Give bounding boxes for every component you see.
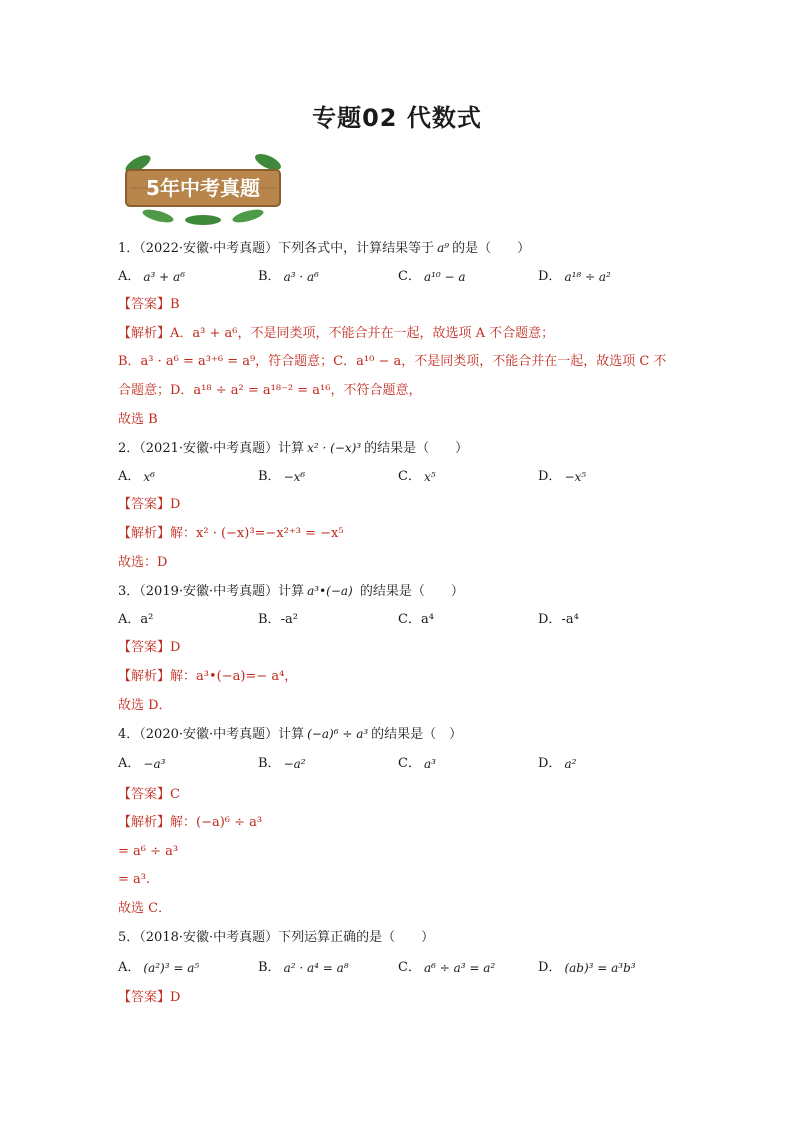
- analysis-line: 【解析】解：(−a)⁶ ÷ a³: [118, 815, 263, 831]
- option-a: A． −a³: [118, 756, 166, 772]
- options-row: [118, 952, 678, 984]
- option-d: D． -a⁴: [538, 611, 579, 627]
- option-a: A． x⁶: [118, 468, 155, 484]
- banner-sign: [118, 150, 288, 230]
- question-1: [118, 234, 678, 434]
- option-c: C． a¹⁰ − a: [398, 268, 466, 284]
- question-stem: 2．（2021·安徽·中考真题）计算 x² · (−x)³ 的结果是（ ）: [118, 441, 469, 457]
- analysis-line: 【解析】解：x² · (−x)³=−x²⁺³ = −x⁵: [118, 525, 344, 541]
- banner-text: 5年中考真题: [146, 176, 260, 200]
- option-b: B． a³ · a⁶: [258, 268, 319, 284]
- option-b: B． -a²: [258, 611, 298, 627]
- conclusion: 故选 D．: [118, 697, 172, 713]
- option-a: A． a²: [118, 611, 154, 627]
- option-d: D． −x⁵: [538, 468, 587, 484]
- option-d: D． a¹⁸ ÷ a²: [538, 268, 611, 284]
- option-d: D． (ab)³ = a³b³: [538, 959, 636, 975]
- question-stem: 4．（2020·安徽·中考真题）计算 (−a)⁶ ÷ a³ 的结果是（ ）: [118, 727, 463, 743]
- analysis-line: 【解析】解：a³•(−a)=− a⁴，: [118, 668, 298, 684]
- answer: 【答案】C: [118, 786, 180, 802]
- option-a: A． (a²)³ = a⁵: [118, 959, 200, 975]
- question-2: [118, 434, 678, 577]
- question-4: [118, 720, 678, 924]
- option-c: C． a⁶ ÷ a³ = a²: [398, 959, 496, 975]
- analysis-line: = a⁶ ÷ a³: [118, 843, 179, 859]
- option-c: C． a⁴: [398, 611, 434, 627]
- option-a: A． a³ + a⁶: [118, 268, 186, 284]
- answer: 【答案】B: [118, 297, 180, 313]
- analysis-line: 合题意；D．a¹⁸ ÷ a² = a¹⁸⁻² = a¹⁶，不符合题意，: [118, 382, 422, 398]
- option-c: C． a³: [398, 756, 436, 772]
- question-3: [118, 577, 678, 720]
- analysis-line: 【解析】A．a³ + a⁶，不是同类项，不能合并在一起，故选项 A 不合题意；: [118, 325, 555, 341]
- answer: 【答案】D: [118, 640, 181, 656]
- option-b: B． −x⁶: [258, 468, 306, 484]
- question-stem: 1．（2022·安徽·中考真题）下列各式中，计算结果等于 a⁹ 的是（ ）: [118, 241, 531, 256]
- answer: 【答案】D: [118, 497, 181, 513]
- option-b: B． a² · a⁴ = a⁸: [258, 959, 349, 975]
- question-5: [118, 924, 678, 1013]
- options-row: [118, 263, 678, 292]
- question-stem: 5．（2018·安徽·中考真题）下列运算正确的是（ ）: [118, 929, 435, 945]
- page-title: 专题02 代数式: [312, 104, 482, 132]
- options-row: [118, 606, 678, 635]
- question-list: [118, 234, 678, 1013]
- options-row: [118, 463, 678, 492]
- question-stem: 3．（2019·安徽·中考真题）计算 a³•(−a) 的结果是（ ）: [118, 584, 464, 600]
- conclusion: 故选：D: [118, 554, 168, 570]
- option-c: C． x⁵: [398, 468, 436, 484]
- analysis-line: = a³.: [118, 872, 151, 888]
- option-b: B． −a²: [258, 756, 306, 772]
- conclusion: 故选 B: [118, 411, 158, 427]
- options-row: [118, 749, 678, 781]
- analysis-line: B．a³ · a⁶ = a³⁺⁶ = a⁹，符合题意；C．a¹⁰ − a，不是同类项，不能合并在一起，故选项 C 不: [118, 354, 667, 370]
- conclusion: 故选 C．: [118, 901, 172, 917]
- option-d: D． a²: [538, 756, 577, 772]
- answer: 【答案】D: [118, 990, 181, 1006]
